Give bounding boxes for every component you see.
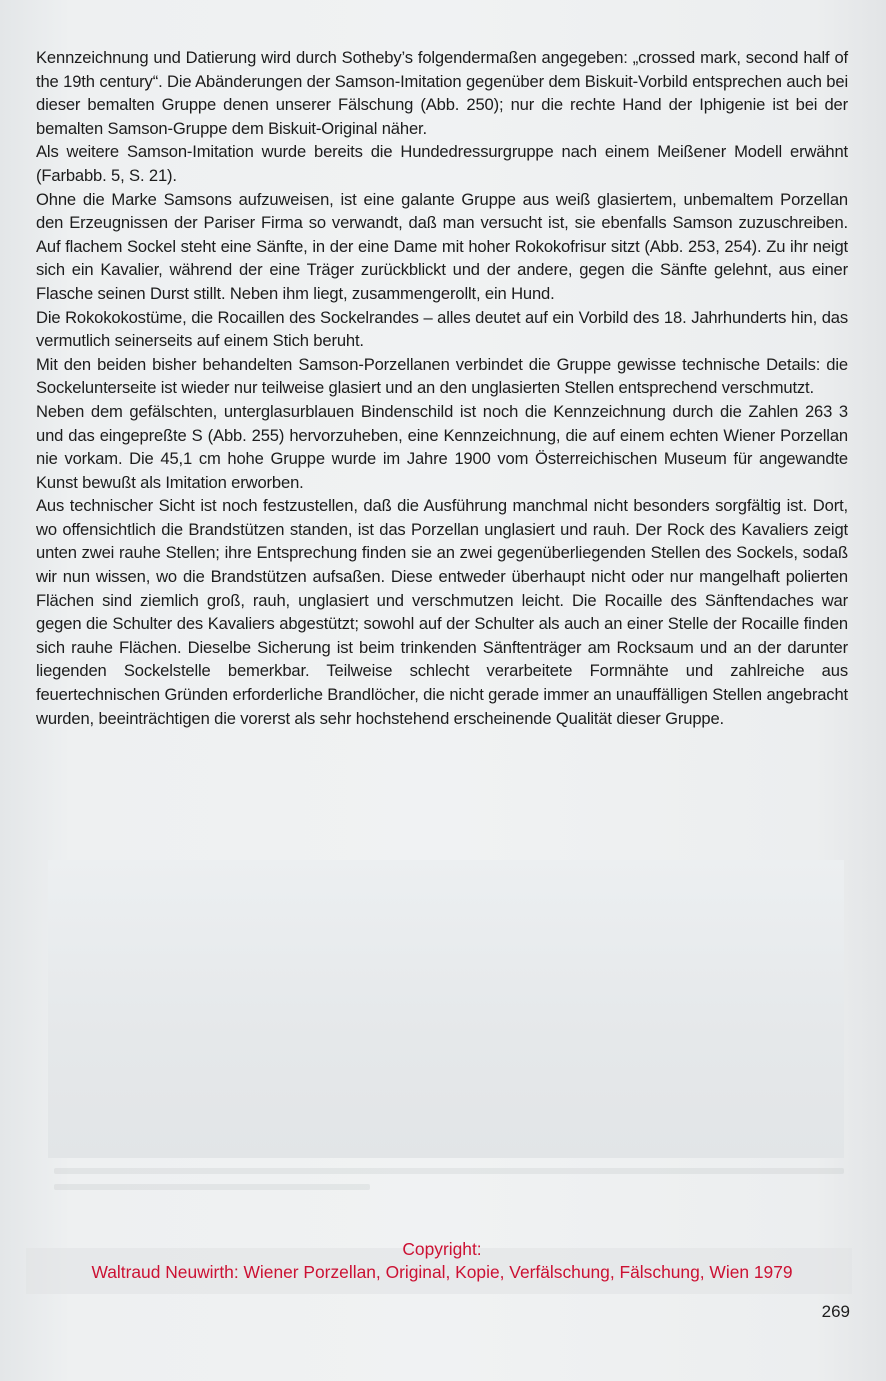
- body-text: [36, 44, 848, 730]
- paragraph: Mit den beiden bisher behandelten Samson-Porzellanen verbindet die Gruppe gewisse technische Details: die Sockelunterseite ist wieder nur teilweise glasiert und an den unglasierten Stellen entsprechend verschmutzt.: [36, 354, 848, 398]
- paragraph: Aus technischer Sicht ist noch festzustellen, daß die Ausführung manchmal nicht besonders sorgfältig ist. Dort, wo offensichtlich die Brandstützen standen, ist das Porzellan unglasiert und rauh. Der Rock des Kavaliers zeigt unten zwei rauhe Stellen; ihre Entsprechung finden sie an zwei gegenüberliegenden Stellen des Sockels, sodaß wir nun wissen, wo die Brandstützen aufsaßen. Diese entweder überhaupt nicht oder nur mangelhaft polierten Flächen sind ziemlich groß, rauh, unglasiert und verschmutzen leicht. Die Rocaille des Sänftendaches war gegen die Schulter des Kavaliers abgestützt; sowohl auf der Schulter als auch an einer Stelle der Rocaille finden sich rauhe Flächen. Dieselbe Sicherung ist beim trinkenden Sänftenträger am Rocksaum und an der darunter liegenden Sockelstelle bemerkbar. Teilweise schlecht verarbeitete Formnähte und zahlreiche aus feuertechnischen Gründen erforderliche Brandlöcher, die nicht gerade immer an unauffälligen Stellen angebracht wurden, beeinträchtigen die vorerst als sehr hochstehend erscheinende Qualität dieser Gruppe.: [36, 496, 848, 728]
- paragraph: Neben dem gefälschten, unterglasurblauen Bindenschild ist noch die Kennzeichnung durch die Zahlen 263 3 und das eingepreßte S (Abb. 255) hervorzuheben, eine Kennzeichnung, die auf einem echten Wiener Porzellan nie vorkam. Die 45,1 cm hohe Gruppe wurde im Jahre 1900 vom Österreichischen Museum für angewandte Kunst bewußt als Imitation erworben.: [36, 401, 848, 492]
- page-number: 269: [821, 1302, 850, 1321]
- copyright-heading: Copyright:: [402, 1239, 482, 1259]
- paragraph: Ohne die Marke Samsons aufzuweisen, ist eine galante Gruppe aus weiß glasiertem, unbemaltem Porzellan den Erzeugnissen der Pariser Firma so verwandt, daß man versucht ist, sie ebenfalls Samson zuzuschreiben. Auf flachem Sockel steht eine Sänfte, in der eine Dame mit hoher Rokokofrisur sitzt (Abb. 253, 254). Zu ihr neigt sich ein Kavalier, während der eine Träger zurückblickt und der andere, gegen die Sänfte gelehnt, aus einer Flasche seinen Durst stillt. Neben ihm liegt, zusammengerollt, ein Hund.: [36, 189, 848, 303]
- faint-line: [54, 1184, 370, 1190]
- paragraph: Die Rokokokostüme, die Rocaillen des Sockelrandes – alles deutet auf ein Vorbild des 18. Jahrhunderts hin, das vermutlich seinerseits auf einem Stich beruht.: [36, 307, 848, 351]
- faint-line: [54, 1168, 844, 1174]
- paragraph: Als weitere Samson-Imitation wurde bereits die Hundedressurgruppe nach einem Meißener Modell erwähnt (Farbabb. 5, S. 21).: [36, 142, 848, 185]
- faint-show-through-caption: [54, 1168, 844, 1198]
- copyright-notice: [26, 1238, 858, 1284]
- paragraph: Kennzeichnung und Datierung wird durch Sotheby’s folgendermaßen angegeben: „crossed mark, second half of the 19th century“. Die Abänderungen der Samson-Imitation gegenüber dem Biskuit-Vorbild entsprechen auch bei dieser bemalten Gruppe denen unserer Fälschung (Abb. 250); nur die rechte Hand der Iphigenie ist bei der bemalten Samson-Gruppe dem Biskuit-Original näher.: [36, 48, 848, 138]
- blank-figure-area: [48, 860, 844, 1158]
- copyright-source: Waltraud Neuwirth: Wiener Porzellan, Original, Kopie, Verfälschung, Fälschung, Wien 1979: [91, 1262, 793, 1282]
